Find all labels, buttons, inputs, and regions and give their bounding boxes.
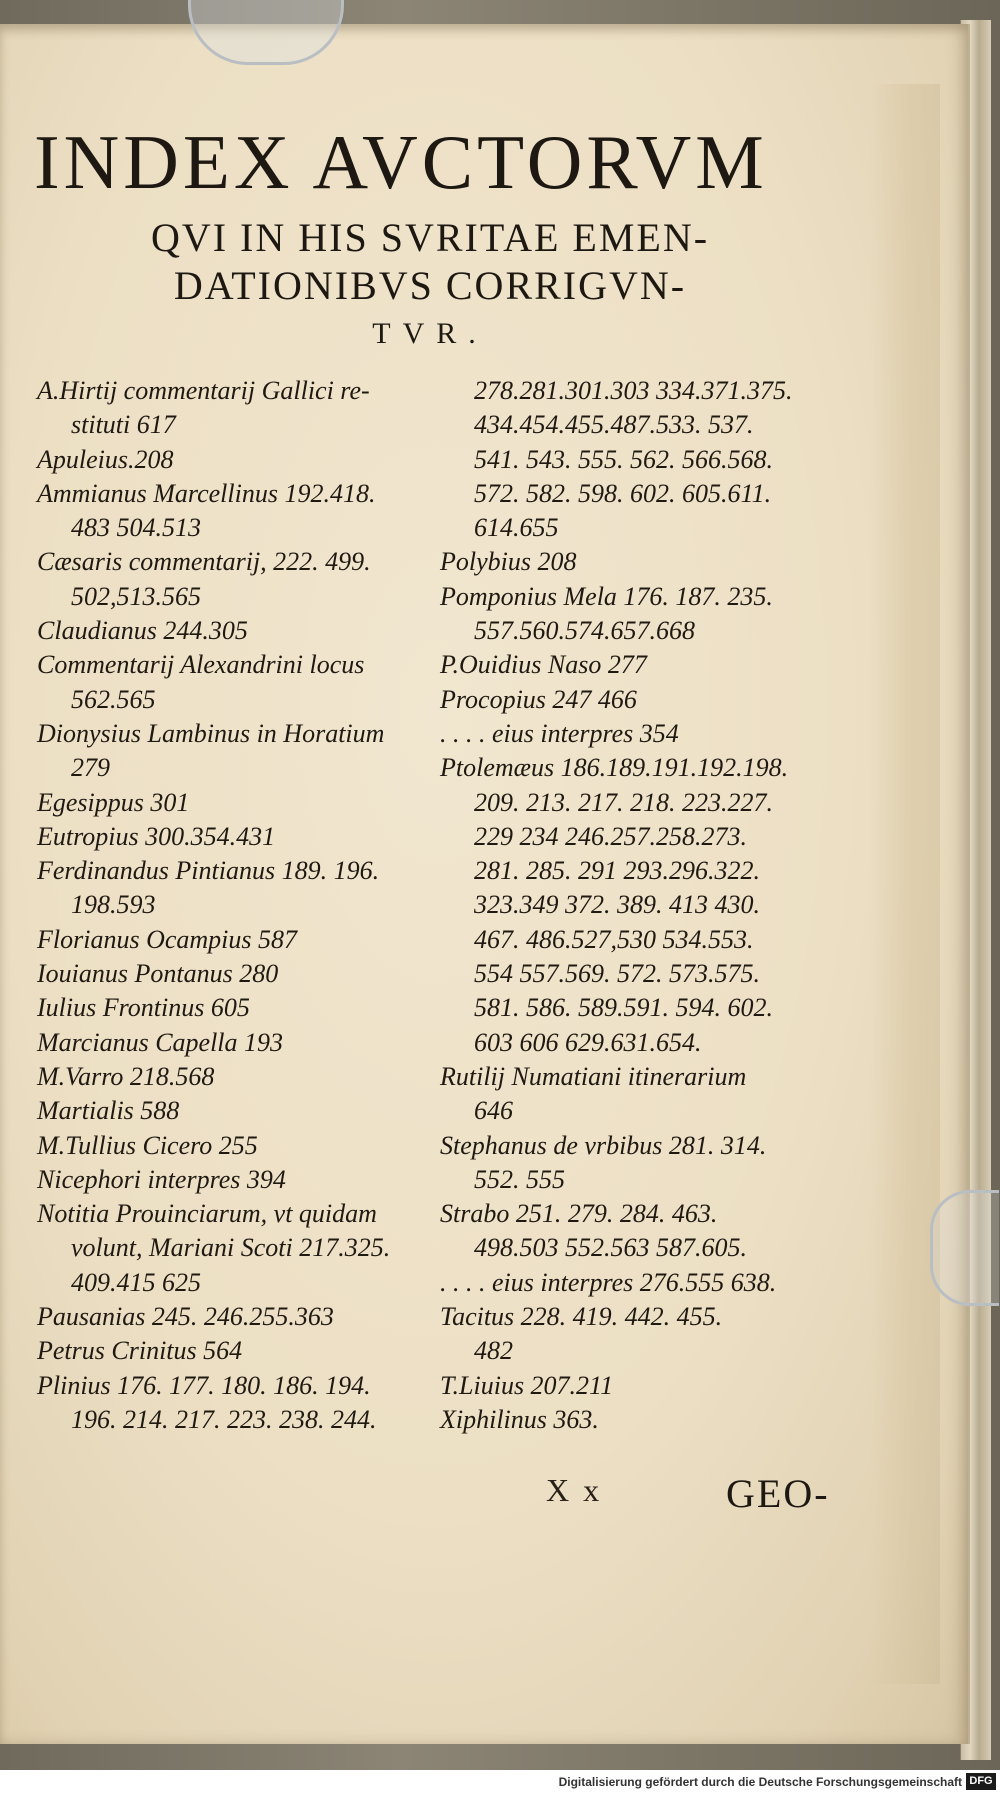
index-entry: Ptolemæus 186.189.191.192.198. bbox=[440, 753, 789, 783]
index-entry: Apuleius.208 bbox=[37, 444, 174, 474]
index-entry: Martialis 588 bbox=[37, 1096, 180, 1126]
index-entry-continuation: 482 bbox=[474, 1336, 513, 1366]
index-entry-continuation: 281. 285. 291 293.296.322. bbox=[474, 856, 760, 886]
index-entry-continuation: 434.454.455.487.533. 537. bbox=[474, 410, 754, 440]
index-entry-continuation: 646 bbox=[474, 1096, 513, 1126]
index-entry: Iulius Frontinus 605 bbox=[37, 993, 250, 1023]
index-entry: Iouianus Pontanus 280 bbox=[37, 959, 279, 989]
index-entry: Procopius 247 466 bbox=[440, 684, 637, 714]
index-entry-continuation: 554 557.569. 572. 573.575. bbox=[474, 959, 760, 989]
dfg-logo-icon: DFG bbox=[966, 1773, 996, 1790]
index-entry: Claudianus 244.305 bbox=[37, 616, 248, 646]
index-entry: Cæsaris commentarij, 222. 499. bbox=[37, 547, 371, 577]
index-entry: Notitia Prouinciarum, vt quidam bbox=[37, 1199, 377, 1229]
index-entry: Nicephori interpres 394 bbox=[37, 1164, 286, 1194]
index-entry: Polybius 208 bbox=[440, 547, 577, 577]
catchword: GEO- bbox=[726, 1471, 830, 1516]
index-entry: Dionysius Lambinus in Horatium bbox=[37, 718, 385, 748]
index-entry-continuation: 541. 543. 555. 562. 566.568. bbox=[474, 444, 773, 474]
index-entry-continuation: 502,513.565 bbox=[71, 581, 201, 611]
index-entry-continuation: 467. 486.527,530 534.553. bbox=[474, 924, 754, 954]
index-entry-continuation: 279 bbox=[71, 753, 110, 783]
index-entry: Xiphilinus 363. bbox=[440, 1404, 599, 1434]
page-stain bbox=[870, 84, 940, 1684]
index-entry-continuation: 229 234 246.257.258.273. bbox=[474, 821, 747, 851]
index-entry: Ammianus Marcellinus 192.418. bbox=[37, 478, 376, 508]
index-entry: Stephanus de vrbibus 281. 314. bbox=[440, 1130, 767, 1160]
index-entry-continuation: 614.655 bbox=[474, 513, 559, 543]
index-entry: Ferdinandus Pintianus 189. 196. bbox=[37, 856, 380, 886]
index-entry-continuation: 557.560.574.657.668 bbox=[474, 616, 695, 646]
index-entry: Egesippus 301 bbox=[37, 787, 190, 817]
footer-credit: Digitalisierung gefördert durch die Deutsche Forschungsgemeinschaft bbox=[558, 1775, 962, 1789]
index-entry: P.Ouidius Naso 277 bbox=[440, 650, 647, 680]
index-entry: . . . . eius interpres 354 bbox=[440, 718, 679, 748]
index-entry-continuation: 572. 582. 598. 602. 605.611. bbox=[474, 478, 772, 508]
index-entry-continuation: 209. 213. 217. 218. 223.227. bbox=[474, 787, 773, 817]
subtitle-line: TVR. bbox=[372, 317, 488, 350]
index-entry-continuation: 409.415 625 bbox=[71, 1267, 201, 1297]
index-entry: T.Liuius 207.211 bbox=[440, 1370, 614, 1400]
index-entry-continuation: volunt, Mariani Scoti 217.325. bbox=[71, 1233, 391, 1263]
signature-mark: X x bbox=[546, 1472, 603, 1508]
paper-clip-icon bbox=[930, 1190, 999, 1306]
index-entry: Florianus Ocampius 587 bbox=[37, 924, 297, 954]
index-entry-continuation: 552. 555 bbox=[474, 1164, 565, 1194]
page-title: INDEX AVCTORVM bbox=[34, 119, 768, 205]
index-entry: Pausanias 245. 246.255.363 bbox=[37, 1302, 334, 1332]
index-entry-continuation: 323.349 372. 389. 413 430. bbox=[474, 890, 760, 920]
index-entry: . . . . eius interpres 276.555 638. bbox=[440, 1267, 777, 1297]
footer-bar bbox=[0, 1770, 1000, 1795]
index-entry-continuation: 196. 214. 217. 223. 238. 244. bbox=[71, 1404, 377, 1434]
index-entry-continuation: stituti 617 bbox=[71, 410, 176, 440]
index-entry-continuation: 603 606 629.631.654. bbox=[474, 1027, 702, 1057]
subtitle-line: QVI IN HIS SVRITAE EMEN- bbox=[150, 215, 710, 260]
index-entry: A.Hirtij commentarij Gallici re- bbox=[37, 376, 370, 405]
index-entry: Plinius 176. 177. 180. 186. 194. bbox=[37, 1370, 371, 1400]
index-entry: Tacitus 228. 419. 442. 455. bbox=[440, 1302, 723, 1332]
index-column-right bbox=[440, 374, 840, 1437]
index-entry: Commentarij Alexandrini locus bbox=[37, 650, 365, 680]
index-entry: Eutropius 300.354.431 bbox=[37, 821, 276, 851]
page-subtitle bbox=[20, 214, 840, 358]
index-entry: Pomponius Mela 176. 187. 235. bbox=[440, 581, 773, 611]
index-entry: Strabo 251. 279. 284. 463. bbox=[440, 1199, 718, 1229]
index-entry-continuation: 562.565 bbox=[71, 684, 156, 714]
index-entry: M.Varro 218.568 bbox=[37, 1061, 215, 1091]
index-entry: Rutilij Numatiani itinerarium bbox=[440, 1061, 747, 1091]
index-entry-continuation: 483 504.513 bbox=[71, 513, 201, 543]
index-entry-continuation: 198.593 bbox=[71, 890, 156, 920]
index-entry: Petrus Crinitus 564 bbox=[37, 1336, 243, 1366]
index-entry-continuation: 581. 586. 589.591. 594. 602. bbox=[474, 993, 773, 1023]
index-entry-continuation: 498.503 552.563 587.605. bbox=[474, 1233, 747, 1263]
subtitle-line: DATIONIBVS CORRIGVN- bbox=[173, 263, 687, 308]
index-entry-continuation: 278.281.301.303 334.371.375. bbox=[474, 376, 793, 405]
index-entry: M.Tullius Cicero 255 bbox=[37, 1130, 258, 1160]
index-entry: Marcianus Capella 193 bbox=[37, 1027, 284, 1057]
index-column-left bbox=[37, 374, 437, 1437]
